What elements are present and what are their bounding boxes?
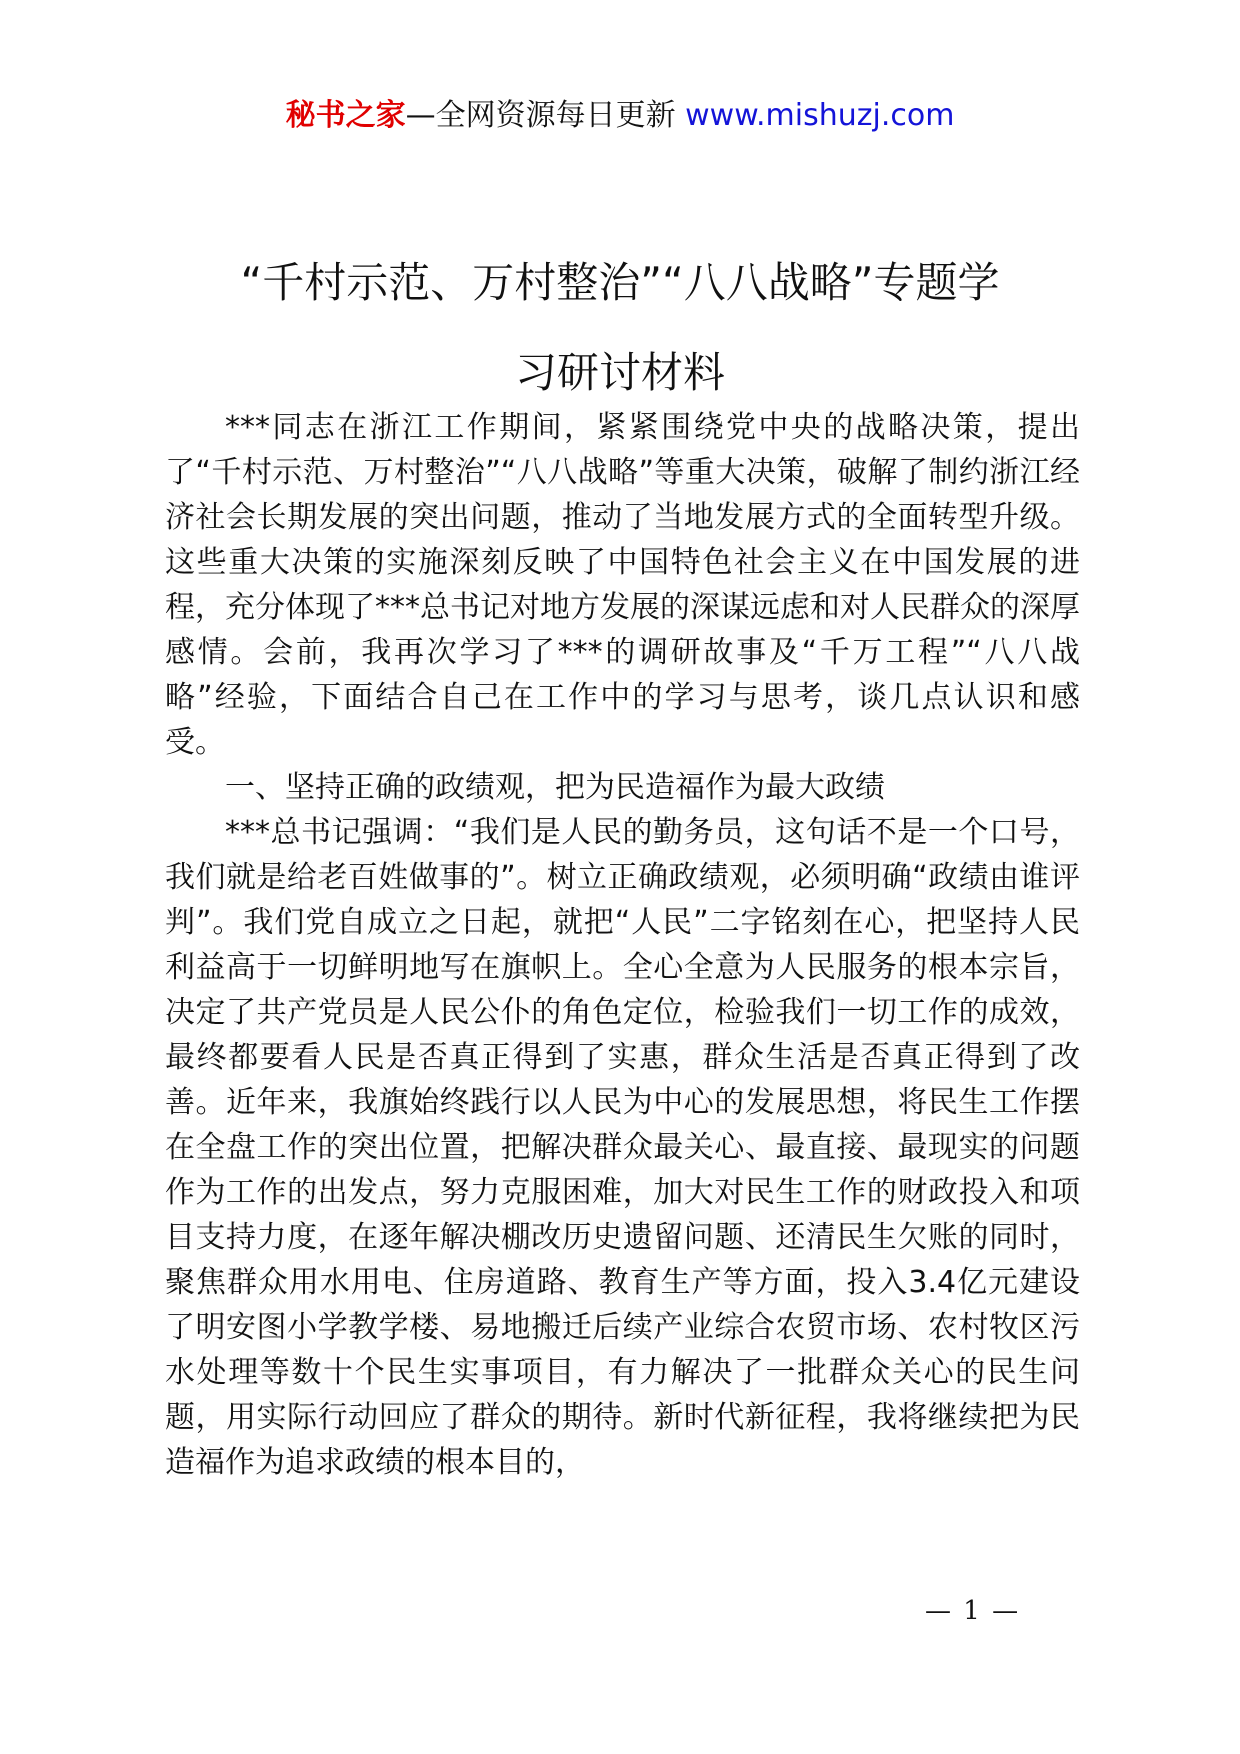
section-1-paragraph: ***总书记强调：“我们是人民的勤务员，这句话不是一个口号，我们就是给老百姓做事的”。树立正确政绩观，必须明确“政绩由谁评判”。我们党自成立之日起，就把“人民”二字铭刻在心，把坚持人民利益高于一切鲜明地写在旗帜上。全心全意为人民服务的根本宗旨，决定了共产党员是人民公仆的角色定位，检验我们一切工作的成效，最终都要看人民是否真正得到了实惠，群众生活是否真正得到了改善。近年来，我旗始终践行以人民为中心的发展思想，将民生工作摆在全盘工作的突出位置，把解决群众最关心、最直接、最现实的问题作为工作的出发点，努力克服困难，加大对民生工作的财政投入和项目支持力度，在逐年解决棚改历史遗留问题、还清民生欠账的同时，聚焦群众用水用电、住房道路、教育生产等方面，投入3.4亿元建设了明安图小学教学楼、易地搬迁后续产业综合农贸市场、农村牧区污水处理等数十个民生实事项目，有力解决了一批群众关心的民生问题，用实际行动回应了群众的期待。新时代新征程，我将继续把为民造福作为追求政绩的根本目的，: [165, 815, 1080, 1480]
title-line-2: 习研讨材料: [514, 348, 725, 397]
document-title: [165, 238, 1075, 418]
site-url-link[interactable]: www.mishuzj.com: [685, 98, 955, 133]
title-line-1: “千村示范、万村整治”“八八战略”专题学: [240, 258, 1000, 307]
page-number: — 1 —: [925, 1596, 1021, 1626]
brand-name: 秘书之家: [285, 98, 406, 133]
document-body: [165, 405, 1080, 1485]
site-header: [0, 96, 1240, 136]
section-heading-1: 一、坚持正确的政绩观，把为民造福作为最大政绩: [225, 770, 885, 805]
intro-paragraph: ***同志在浙江工作期间，紧紧围绕党中央的战略决策，提出了“千村示范、万村整治”“八八战略”等重大决策，破解了制约浙江经济社会长期发展的突出问题，推动了当地发展方式的全面转型升级。这些重大决策的实施深刻反映了中国特色社会主义在中国发展的进程，充分体现了***总书记对地方发展的深谋远虑和对人民群众的深厚感情。会前，我再次学习了***的调研故事及“千万工程”“八八战略”经验，下面结合自己在工作中的学习与思考，谈几点认识和感受。: [165, 410, 1080, 760]
header-tagline: —全网资源每日更新: [405, 98, 676, 133]
